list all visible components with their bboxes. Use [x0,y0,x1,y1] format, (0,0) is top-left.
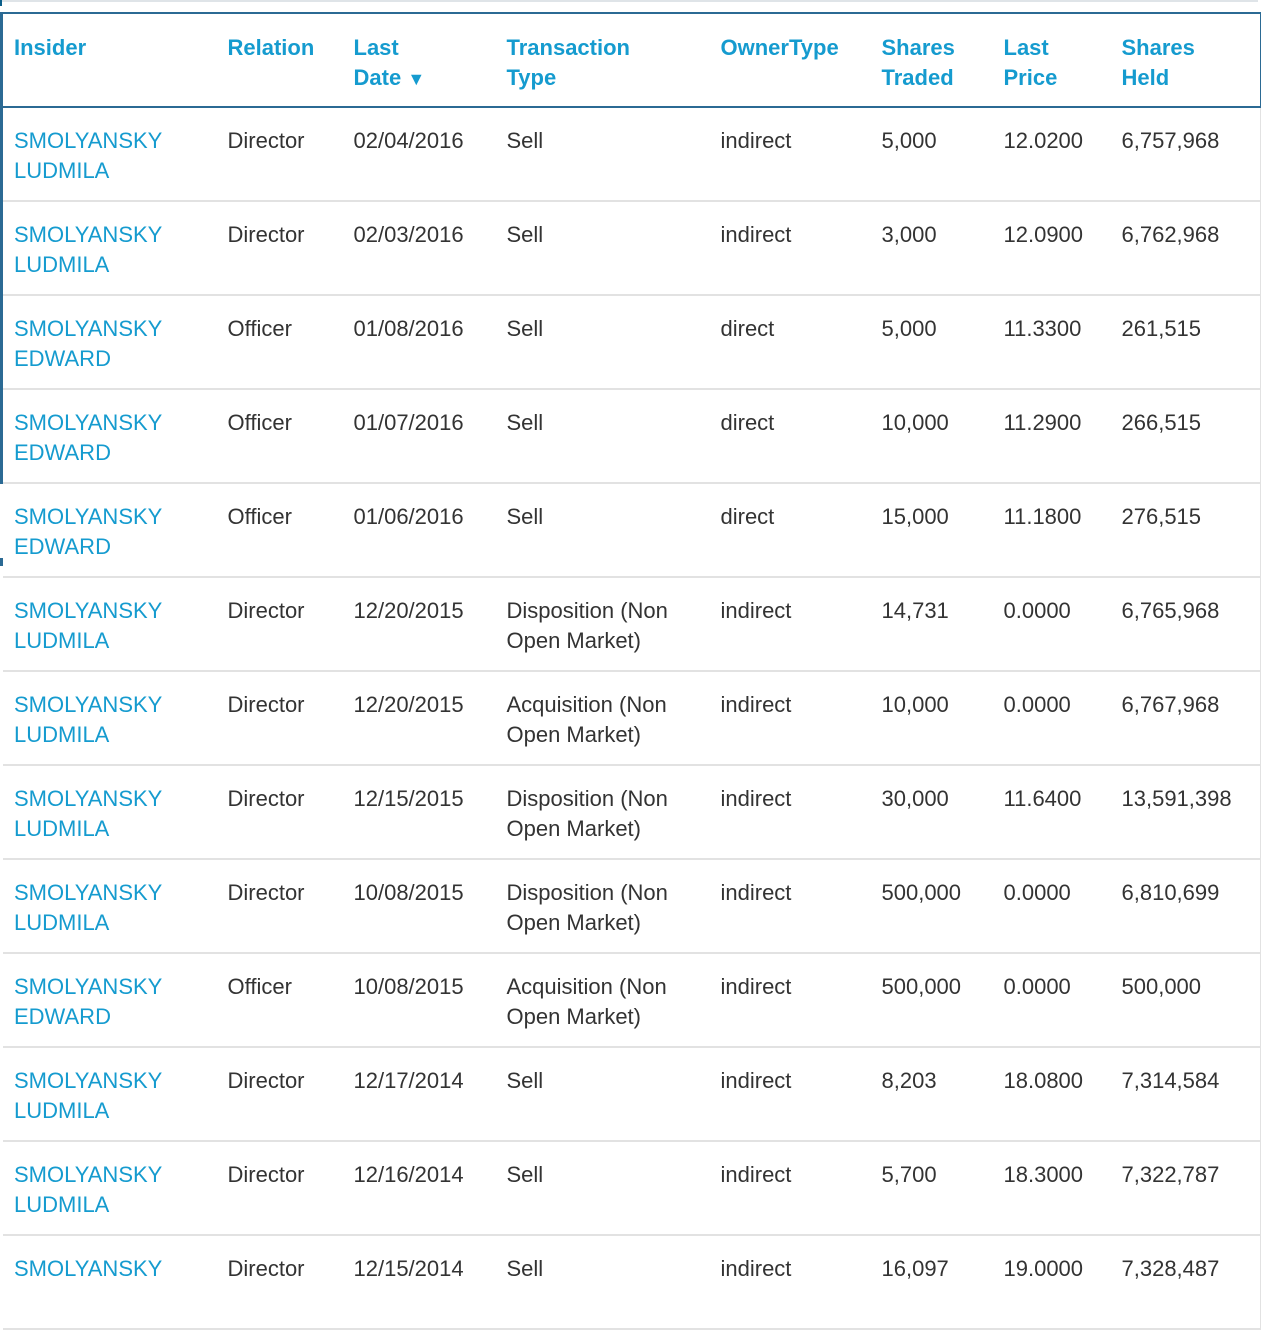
shares-traded-cell: 5,700 [871,1141,993,1235]
transaction-type-cell: Disposition (Non Open Market) [496,765,710,859]
top-left-tick [0,0,2,6]
relation-cell: Officer [217,483,343,577]
transaction-type-cell: Sell [496,1141,710,1235]
insider-cell [2,1141,217,1235]
last-price-cell: 18.0800 [993,1047,1111,1141]
insider-cell [2,953,217,1047]
column-header-shares-held[interactable] [1111,13,1261,107]
shares-held-cell: 266,515 [1111,389,1261,483]
shares-held-cell: 7,314,584 [1111,1047,1261,1141]
insider-first-name: LUDMILA [14,722,110,747]
column-header-last-date[interactable] [343,13,496,107]
insider-name-link[interactable] [14,316,162,371]
shares-traded-cell: 30,000 [871,765,993,859]
transaction-type-cell: Sell [496,1235,710,1329]
column-header-relation-label: Relation [227,35,315,60]
insider-cell [2,107,217,201]
insider-cell [2,859,217,953]
table-header [2,13,1261,107]
table-row [2,953,1261,1047]
insider-last-name: SMOLYANSKY [14,1256,163,1281]
column-header-owner-type[interactable] [710,13,871,107]
insider-name-link[interactable] [14,786,162,841]
column-header-last-date-label-line1: Last [353,35,399,60]
shares-held-cell: 276,515 [1111,483,1261,577]
insider-cell [2,483,217,577]
insider-cell [2,389,217,483]
relation-cell: Officer [217,295,343,389]
insider-first-name: LUDMILA [14,816,110,841]
last-date-cell: 02/04/2016 [343,107,496,201]
insider-name-link[interactable] [14,1256,162,1281]
table-row [2,389,1261,483]
owner-type-cell: indirect [710,671,871,765]
shares-traded-cell: 10,000 [871,389,993,483]
shares-held-cell: 6,810,699 [1111,859,1261,953]
column-header-shares-held-label-line2: Held [1121,65,1170,90]
insider-last-name: SMOLYANSKY [14,786,163,811]
insider-first-name: LUDMILA [14,158,110,183]
insider-first-name: LUDMILA [14,1098,110,1123]
top-divider [0,0,1258,2]
column-header-last-price-label-line1: Last [1003,35,1049,60]
shares-traded-cell: 14,731 [871,577,993,671]
insider-name-link[interactable] [14,504,162,559]
transaction-type-cell: Disposition (Non Open Market) [496,859,710,953]
shares-traded-cell: 500,000 [871,859,993,953]
shares-traded-cell: 16,097 [871,1235,993,1329]
insider-last-name: SMOLYANSKY [14,316,163,341]
shares-held-cell: 7,322,787 [1111,1141,1261,1235]
column-header-owner-type-label: OwnerType [720,35,839,60]
header-row [2,13,1261,107]
insider-name-link[interactable] [14,1068,162,1123]
insider-cell [2,295,217,389]
insider-first-name: EDWARD [14,534,111,559]
table-row [2,577,1261,671]
last-price-cell: 11.3300 [993,295,1111,389]
column-header-transaction-type-label-line2: Type [506,65,557,90]
owner-type-cell: indirect [710,577,871,671]
insider-last-name: SMOLYANSKY [14,222,163,247]
relation-cell: Director [217,1235,343,1329]
insider-first-name: EDWARD [14,346,111,371]
last-price-cell: 18.3000 [993,1141,1111,1235]
insider-last-name: SMOLYANSKY [14,692,163,717]
insider-last-name: SMOLYANSKY [14,410,163,435]
insider-last-name: SMOLYANSKY [14,1162,163,1187]
owner-type-cell: indirect [710,1235,871,1329]
insider-cell [2,765,217,859]
last-price-cell: 12.0900 [993,201,1111,295]
insider-last-name: SMOLYANSKY [14,128,163,153]
shares-traded-cell: 10,000 [871,671,993,765]
last-date-cell: 10/08/2015 [343,953,496,1047]
last-date-cell: 12/15/2014 [343,1235,496,1329]
owner-type-cell: indirect [710,1047,871,1141]
last-price-cell: 11.2900 [993,389,1111,483]
owner-type-cell: indirect [710,953,871,1047]
insider-first-name: LUDMILA [14,252,110,277]
relation-cell: Director [217,107,343,201]
owner-type-cell: indirect [710,1141,871,1235]
relation-cell: Director [217,765,343,859]
column-header-relation[interactable] [217,13,343,107]
shares-held-cell: 261,515 [1111,295,1261,389]
table-row [2,859,1261,953]
insider-name-link[interactable] [14,222,162,277]
insider-transactions-table [0,12,1261,1330]
last-date-cell: 12/15/2015 [343,765,496,859]
table-row [2,483,1261,577]
last-price-cell: 11.1800 [993,483,1111,577]
insider-first-name: LUDMILA [14,1192,110,1217]
relation-cell: Director [217,1141,343,1235]
last-price-cell: 0.0000 [993,577,1111,671]
insider-name-link[interactable] [14,598,162,653]
column-header-insider-label: Insider [14,35,87,60]
table-row [2,1141,1261,1235]
column-header-shares-traded-label-line2: Traded [881,65,954,90]
column-header-transaction-type[interactable] [496,13,710,107]
shares-held-cell: 6,762,968 [1111,201,1261,295]
shares-traded-cell: 5,000 [871,295,993,389]
shares-traded-cell: 15,000 [871,483,993,577]
insider-first-name: EDWARD [14,1004,111,1029]
insider-cell [2,1235,217,1329]
table-row [2,107,1261,201]
last-date-cell: 01/08/2016 [343,295,496,389]
relation-cell: Officer [217,953,343,1047]
insider-last-name: SMOLYANSKY [14,1068,163,1093]
shares-traded-cell: 500,000 [871,953,993,1047]
table-row [2,765,1261,859]
owner-type-cell: direct [710,389,871,483]
relation-cell: Director [217,577,343,671]
transaction-type-cell: Sell [496,201,710,295]
table-row [2,295,1261,389]
column-header-insider[interactable] [2,13,217,107]
insider-name-link[interactable] [14,974,162,1029]
last-date-cell: 12/20/2015 [343,671,496,765]
last-price-cell: 19.0000 [993,1235,1111,1329]
insider-name-link[interactable] [14,410,162,465]
insider-first-name: LUDMILA [14,910,110,935]
insider-cell [2,201,217,295]
insider-name-link[interactable] [14,880,162,935]
last-price-cell: 12.0200 [993,107,1111,201]
last-date-cell: 01/07/2016 [343,389,496,483]
shares-traded-cell: 3,000 [871,201,993,295]
owner-type-cell: indirect [710,201,871,295]
column-header-shares-traded-label-line1: Shares [881,35,955,60]
shares-held-cell: 6,765,968 [1111,577,1261,671]
last-date-cell: 12/17/2014 [343,1047,496,1141]
last-date-cell: 02/03/2016 [343,201,496,295]
owner-type-cell: direct [710,295,871,389]
last-price-cell: 0.0000 [993,859,1111,953]
owner-type-cell: indirect [710,765,871,859]
transaction-type-cell: Sell [496,295,710,389]
row-accent-stub [0,558,3,566]
sort-descending-icon: ▼ [407,69,426,89]
table-row [2,1235,1261,1329]
last-date-cell: 01/06/2016 [343,483,496,577]
table-row [2,671,1261,765]
insider-first-name: EDWARD [14,440,111,465]
last-date-cell: 10/08/2015 [343,859,496,953]
insider-cell [2,1047,217,1141]
transaction-type-cell: Acquisition (Non Open Market) [496,671,710,765]
last-date-cell: 12/16/2014 [343,1141,496,1235]
last-price-cell: 11.6400 [993,765,1111,859]
relation-cell: Director [217,201,343,295]
owner-type-cell: indirect [710,107,871,201]
insider-first-name: LUDMILA [14,628,110,653]
insider-name-link[interactable] [14,128,162,183]
relation-cell: Director [217,859,343,953]
column-header-shares-traded[interactable] [871,13,993,107]
transaction-type-cell: Disposition (Non Open Market) [496,577,710,671]
column-header-transaction-type-label-line1: Transaction [506,35,630,60]
transaction-type-cell: Sell [496,1047,710,1141]
column-header-last-price-label-line2: Price [1003,65,1058,90]
owner-type-cell: indirect [710,859,871,953]
table-body [2,107,1261,1329]
insider-last-name: SMOLYANSKY [14,504,163,529]
column-header-shares-held-label-line1: Shares [1121,35,1195,60]
relation-cell: Officer [217,389,343,483]
transaction-type-cell: Acquisition (Non Open Market) [496,953,710,1047]
column-header-last-date-label-line2: Date [353,65,402,90]
owner-type-cell: direct [710,483,871,577]
shares-held-cell: 13,591,398 [1111,765,1261,859]
last-price-cell: 0.0000 [993,671,1111,765]
last-price-cell: 0.0000 [993,953,1111,1047]
transaction-type-cell: Sell [496,389,710,483]
relation-cell: Director [217,671,343,765]
last-date-cell: 12/20/2015 [343,577,496,671]
insider-last-name: SMOLYANSKY [14,598,163,623]
insider-cell [2,671,217,765]
shares-held-cell: 500,000 [1111,953,1261,1047]
transaction-type-cell: Sell [496,483,710,577]
insider-last-name: SMOLYANSKY [14,880,163,905]
insider-last-name: SMOLYANSKY [14,974,163,999]
shares-held-cell: 6,757,968 [1111,107,1261,201]
insider-name-link[interactable] [14,692,162,747]
shares-traded-cell: 8,203 [871,1047,993,1141]
transaction-type-cell: Sell [496,107,710,201]
shares-held-cell: 7,328,487 [1111,1235,1261,1329]
shares-held-cell: 6,767,968 [1111,671,1261,765]
insider-transactions-table-container [0,12,1259,1330]
relation-cell: Director [217,1047,343,1141]
column-header-last-price[interactable] [993,13,1111,107]
table-row [2,1047,1261,1141]
table-row [2,201,1261,295]
insider-cell [2,577,217,671]
shares-traded-cell: 5,000 [871,107,993,201]
insider-name-link[interactable] [14,1162,162,1217]
